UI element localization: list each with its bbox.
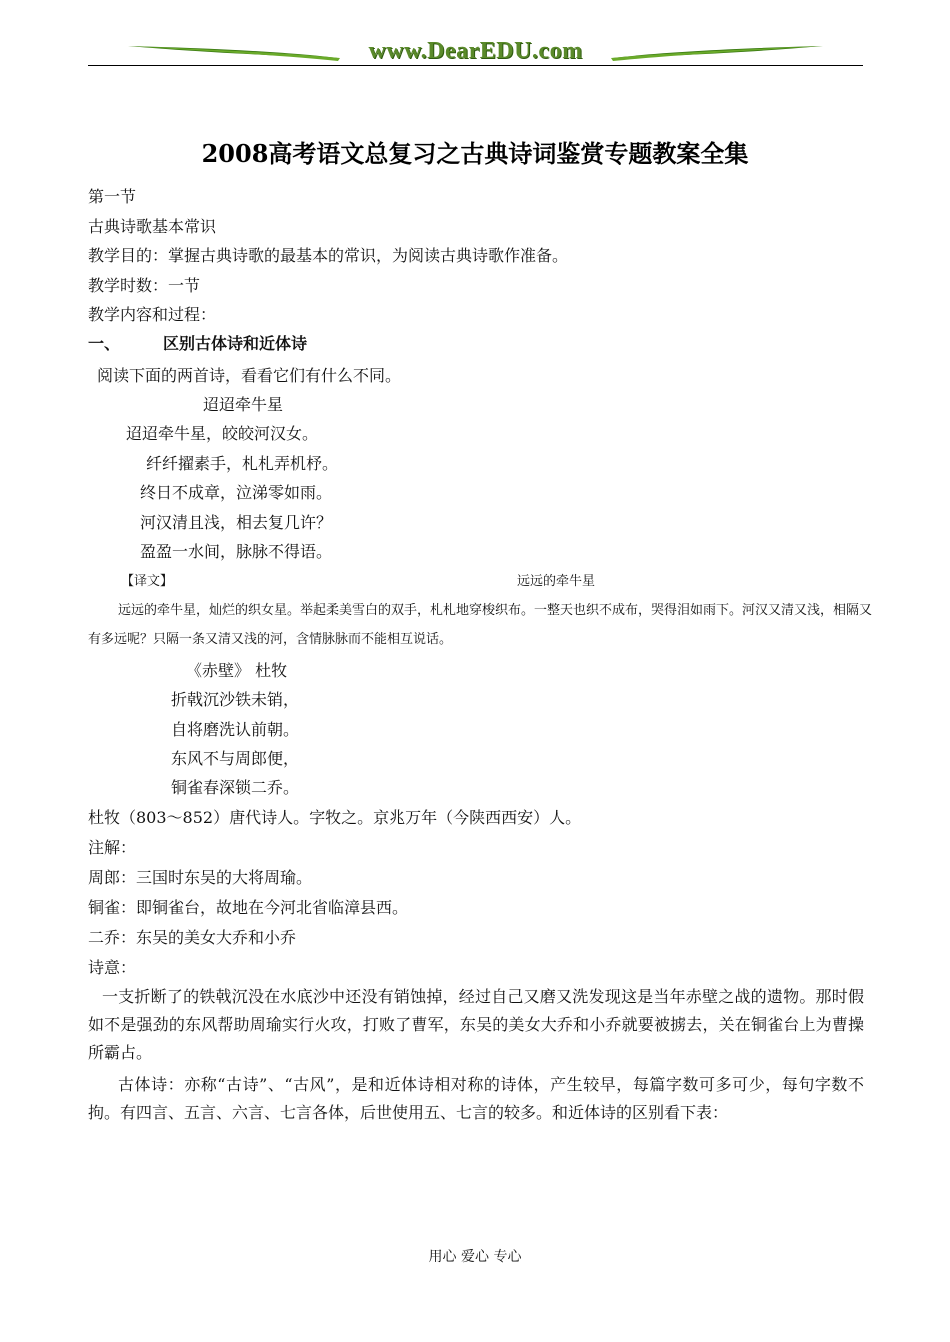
teaching-hours: 教学时数：一节 (88, 276, 201, 295)
ancient-poetry-definition: 古体诗：亦称“古诗”、“古风”，是和近体诗相对称的诗体，产生较早，每篇字数可多可少，每句字数不拘。有四言、五言、六言、七言各体，后世使用五、七言的较多。和近体诗的区别看下表： (88, 1075, 864, 1122)
poem2-line: 铜雀春深锁二乔。 (171, 778, 300, 797)
note-item: 周郎：三国时东吴的大将周瑜。 (88, 868, 313, 887)
section-name: 古典诗歌基本常识 (88, 217, 217, 236)
poem2-line: 折戟沉沙铁未销， (171, 690, 300, 709)
poem1-line: 纤纤擢素手，札札弄机杼。 (146, 454, 339, 473)
site-logo-text: www.DearEDU.com (368, 38, 583, 64)
poem2-line: 自将磨洗认前朝。 (171, 720, 300, 739)
poem1-line: 盈盈一水间，脉脉不得语。 (140, 542, 333, 561)
poem1-line: 河汉清且浅，相去复几许？ (140, 513, 333, 532)
poem2-title: 《赤壁》 杜牧 (186, 661, 288, 680)
teaching-content: 教学内容和过程： (88, 305, 217, 324)
author-note: 杜牧（803～852）唐代诗人。字牧之。京兆万年（今陕西西安）人。 (88, 808, 582, 827)
translation-title: 远远的牵牛星 (517, 574, 596, 589)
note-item: 铜雀：即铜雀台，故地在今河北省临漳县西。 (88, 898, 409, 917)
poem1-title: 迢迢牵牛星 (203, 395, 284, 414)
poem-meaning: 一支折断了的铁戟沉没在水底沙中还没有销蚀掉，经过自己又磨又洗发现这是当年赤壁之战的遗物。那时假如不是强劲的东风帮助周瑜实行火攻，打败了曹军，东吴的美女大乔和小乔就要被掳去，关在铜雀台上为曹操所霸占。 (88, 987, 864, 1062)
translation-label: 【译文】 (121, 574, 174, 589)
part1-heading: 区别古体诗和近体诗 (163, 334, 308, 353)
meaning-label: 诗意： (88, 958, 137, 977)
notes-label: 注解： (88, 838, 137, 857)
header-rule (88, 65, 863, 66)
poem2-line: 东风不与周郎便， (171, 749, 300, 768)
page-footer: 用心 爱心 专心 (428, 1249, 522, 1265)
part1-intro: 阅读下面的两首诗，看看它们有什么不同。 (97, 366, 402, 385)
section-label: 第一节 (88, 187, 137, 206)
teaching-goal: 教学目的：掌握古典诗歌的最基本的常识，为阅读古典诗歌作准备。 (88, 246, 569, 265)
poem1-line: 终日不成章，泣涕零如雨。 (140, 483, 333, 502)
part1-number: 一、 (88, 334, 121, 353)
note-item: 二乔：东吴的美女大乔和小乔 (88, 928, 297, 947)
header-banner (88, 34, 863, 74)
translation-text: 远远的牵牛星，灿烂的织女星。举起柔美雪白的双手，札札地穿梭织布。一整天也织不成布，哭得泪如雨下。河汉又清又浅，相隔又有多远呢？只隔一条又清又浅的河，含情脉脉而不能相互说话。 (88, 603, 873, 647)
document-title: 2008高考语文总复习之古典诗词鉴赏专题教案全集 (201, 139, 749, 168)
poem1-line: 迢迢牵牛星，皎皎河汉女。 (126, 424, 319, 443)
